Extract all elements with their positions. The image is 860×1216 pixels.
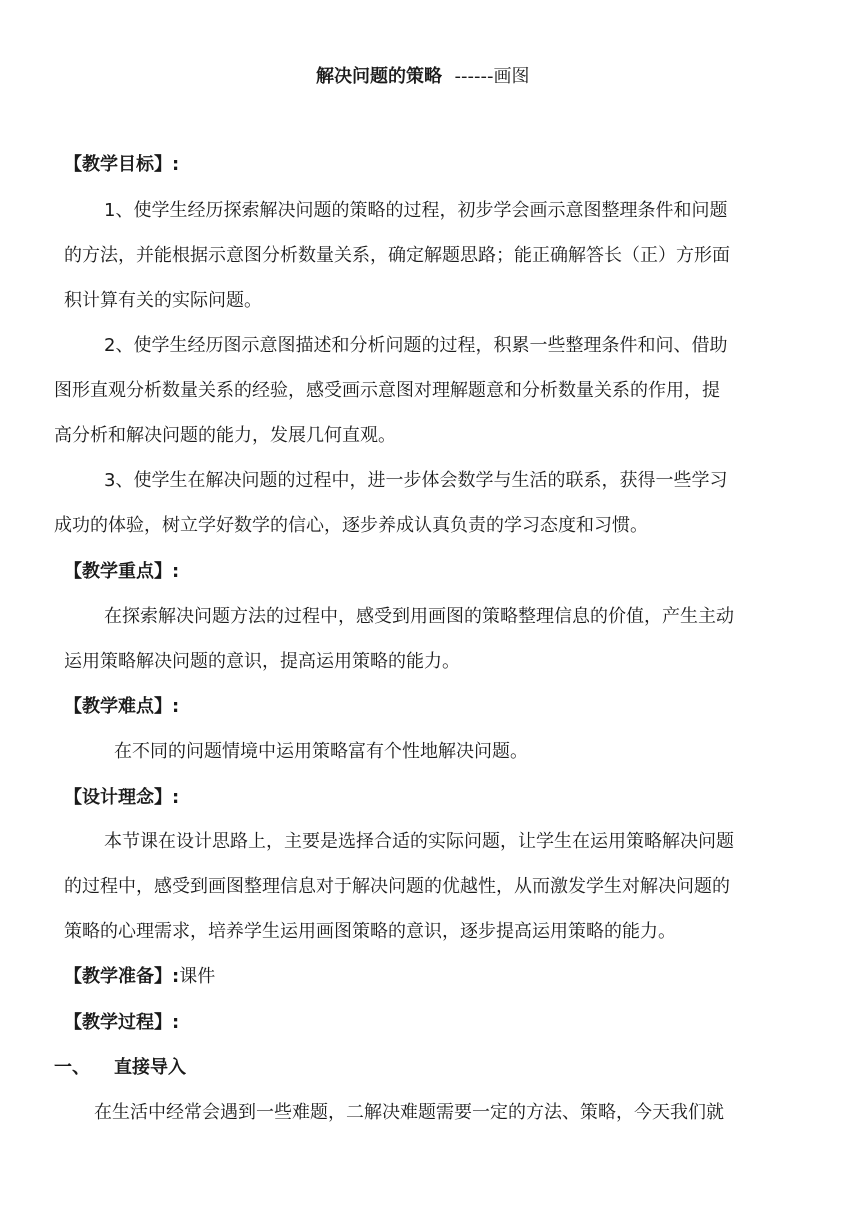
objectives-item2-line2: 图形直观分析数量关系的经验，感受画示意图对理解题意和分析数量关系的作用，提 bbox=[54, 380, 720, 401]
objectives-item2-line3: 高分析和解决问题的能力，发展几何直观。 bbox=[54, 425, 396, 446]
preparation-heading bbox=[64, 966, 215, 988]
objectives-item3-line1: 3、使学生在解决问题的过程中，进一步体会数学与生活的联系，获得一些学习 bbox=[104, 470, 728, 491]
design-line3: 策略的心理需求，培养学生运用画图策略的意识，逐步提高运用策略的能力。 bbox=[64, 921, 676, 942]
title-main: 解决问题的策略 bbox=[316, 66, 442, 87]
document-title bbox=[316, 66, 530, 88]
section1-number: 一、 bbox=[54, 1057, 90, 1078]
design-heading: 【设计理念】: bbox=[64, 787, 180, 808]
preparation-label: 【教学准备】: bbox=[64, 966, 180, 987]
design-line1: 本节课在设计思路上，主要是选择合适的实际问题，让学生在运用策略解决问题 bbox=[104, 831, 734, 852]
key-points-heading: 【教学重点】: bbox=[64, 561, 180, 582]
section1-line1: 在生活中经常会遇到一些难题，二解决难题需要一定的方法、策略，今天我们就 bbox=[94, 1102, 724, 1123]
process-heading: 【教学过程】: bbox=[64, 1012, 180, 1033]
difficulties-heading: 【教学难点】: bbox=[64, 696, 180, 717]
objectives-item1-line2: 的方法，并能根据示意图分析数量关系，确定解题思路；能正确解答长（正）方形面 bbox=[64, 245, 730, 266]
design-line2: 的过程中，感受到画图整理信息对于解决问题的优越性，从而激发学生对解决问题的 bbox=[64, 876, 730, 897]
key-points-line2: 运用策略解决问题的意识，提高运用策略的能力。 bbox=[64, 651, 460, 672]
objectives-item3-line2: 成功的体验，树立学好数学的信心，逐步养成认真负责的学习态度和习惯。 bbox=[54, 515, 648, 536]
key-points-line1: 在探索解决问题方法的过程中，感受到用画图的策略整理信息的价值，产生主动 bbox=[104, 606, 734, 627]
objectives-heading: 【教学目标】: bbox=[64, 154, 180, 175]
objectives-item2-line1: 2、使学生经历图示意图描述和分析问题的过程，积累一些整理条件和问、借助 bbox=[104, 335, 728, 356]
difficulties-line1: 在不同的问题情境中运用策略富有个性地解决问题。 bbox=[114, 741, 528, 762]
preparation-value: 课件 bbox=[179, 966, 216, 987]
title-suffix: ------画图 bbox=[454, 66, 530, 87]
objectives-item1-line3: 积计算有关的实际问题。 bbox=[64, 290, 262, 311]
objectives-item1-line1: 1、使学生经历探索解决问题的策略的过程，初步学会画示意图整理条件和问题 bbox=[104, 200, 728, 221]
section1-title: 直接导入 bbox=[114, 1057, 186, 1078]
